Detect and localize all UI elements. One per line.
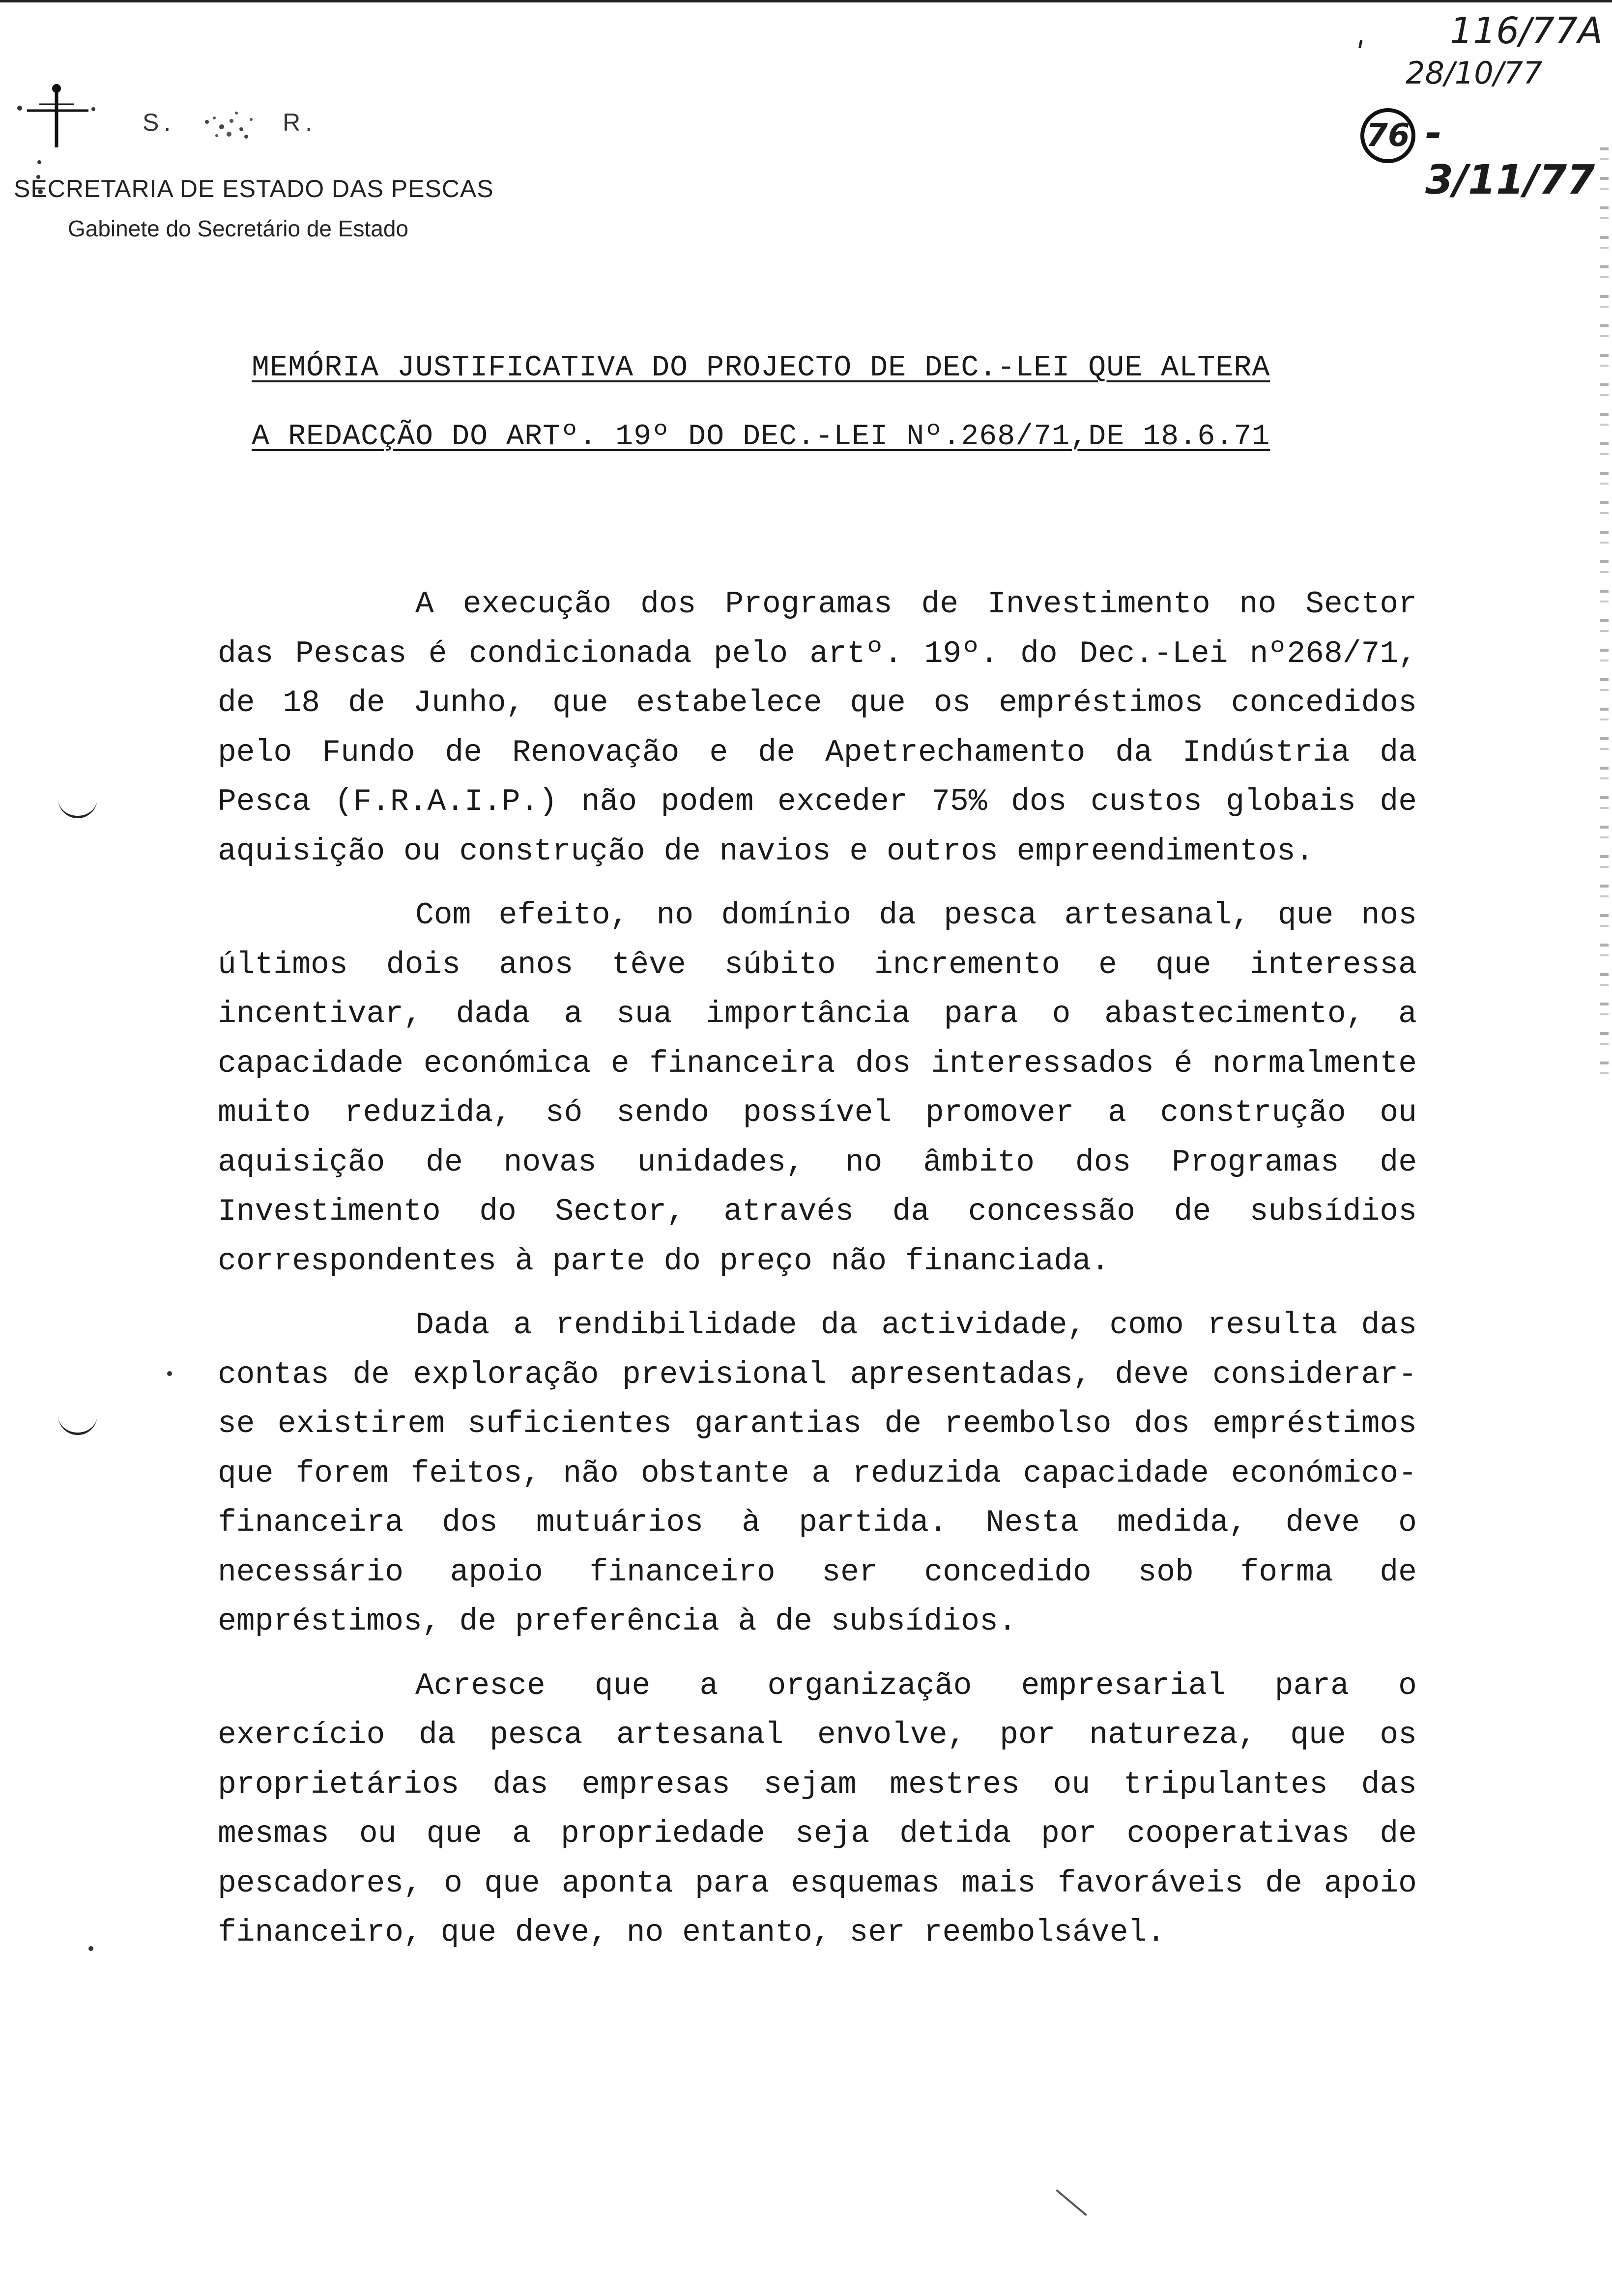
paragraph-2: Com efeito, no domínio da pesca artesanal, que nos últimos dois anos têve súbito incremento e que interessa incentivar, dada a sua importância para o abastecimento, a capacidade económica e financeira dos interessados é normalmente muito reduzida, só sendo possível promover a construção ou aquisição de novas unidades, no âmbito dos Programas de Investimento do Sector, através da concessão de subsídios correspondentes à parte do preço não financiada. xyxy=(218,898,1417,1279)
handwritten-tick-mark: ꞌ xyxy=(1356,34,1365,69)
circled-number: 76 xyxy=(1360,108,1415,163)
seal-smudge-icon xyxy=(187,107,271,142)
document-title-line-2: A REDACÇÃO DO ARTº. 19º DO DEC.-LEI Nº.268/71,DE 18.6.71 xyxy=(252,420,1270,454)
office-name: Gabinete do Secretário de Estado xyxy=(68,216,409,241)
scan-speck xyxy=(88,1946,93,1951)
organization-name: SECRETARIA DE ESTADO DAS PESCAS xyxy=(14,175,494,202)
letterhead-s: S. xyxy=(143,109,176,137)
margin-pencil-mark xyxy=(58,1413,97,1435)
handwritten-reference: 116/77A xyxy=(1450,10,1603,52)
scan-speck xyxy=(167,1371,172,1376)
paragraph-3: Dada a rendibilidade da actividade, como resulta das contas de exploração previsional apresentadas, deve considerar-se existirem suficientes garantias de reembolso dos empréstimos que forem feitos, não obstante a reduzida capacidade económico-financeira dos mutuários à partida. Nesta medida, deve o necessário apoio financeiro ser concedido sob forma de empréstimos, de preferência à de subsídios. xyxy=(218,1308,1417,1639)
scan-edge-artifact xyxy=(1600,147,1609,1081)
document-body xyxy=(218,580,1417,1973)
margin-pencil-mark xyxy=(58,796,97,818)
scan-bottom-mark xyxy=(1056,2189,1087,2216)
letterhead-r: R. xyxy=(283,109,317,137)
letterhead-seal xyxy=(143,107,317,142)
handwritten-date-received: 28/10/77 xyxy=(1406,55,1543,91)
paragraph-4: Acresce que a organização empresarial para o exercício da pesca artesanal envolve, por natureza, que os proprietários das empresas sejam mestres ou tripulantes das mesmas ou que a propriedade seja detida por cooperativas de pescadores, o que aponta para esquemas mais favoráveis de apoio financeiro, que deve, no entanto, ser reembolsável. xyxy=(218,1668,1417,1950)
document-title-line-1: MEMÓRIA JUSTIFICATIVA DO PROJECTO DE DEC.-LEI QUE ALTERA xyxy=(252,351,1270,385)
top-border-line xyxy=(0,0,1612,2)
paragraph-1: A execução dos Programas de Investimento no Sector das Pescas é condicionada pelo artº. 19º. do Dec.-Lei nº268/71, de 18 de Junho, que estabelece que os empréstimos concedidos pelo Fundo de Renovação e de Apetrechamento da Indústria da Pesca (F.R.A.I.P.) não podem exceder 75% dos custos globais de aquisição ou construção de navios e outros empreendimentos. xyxy=(218,587,1417,869)
handwritten-date-sent: - 3/11/77 xyxy=(1425,110,1595,203)
